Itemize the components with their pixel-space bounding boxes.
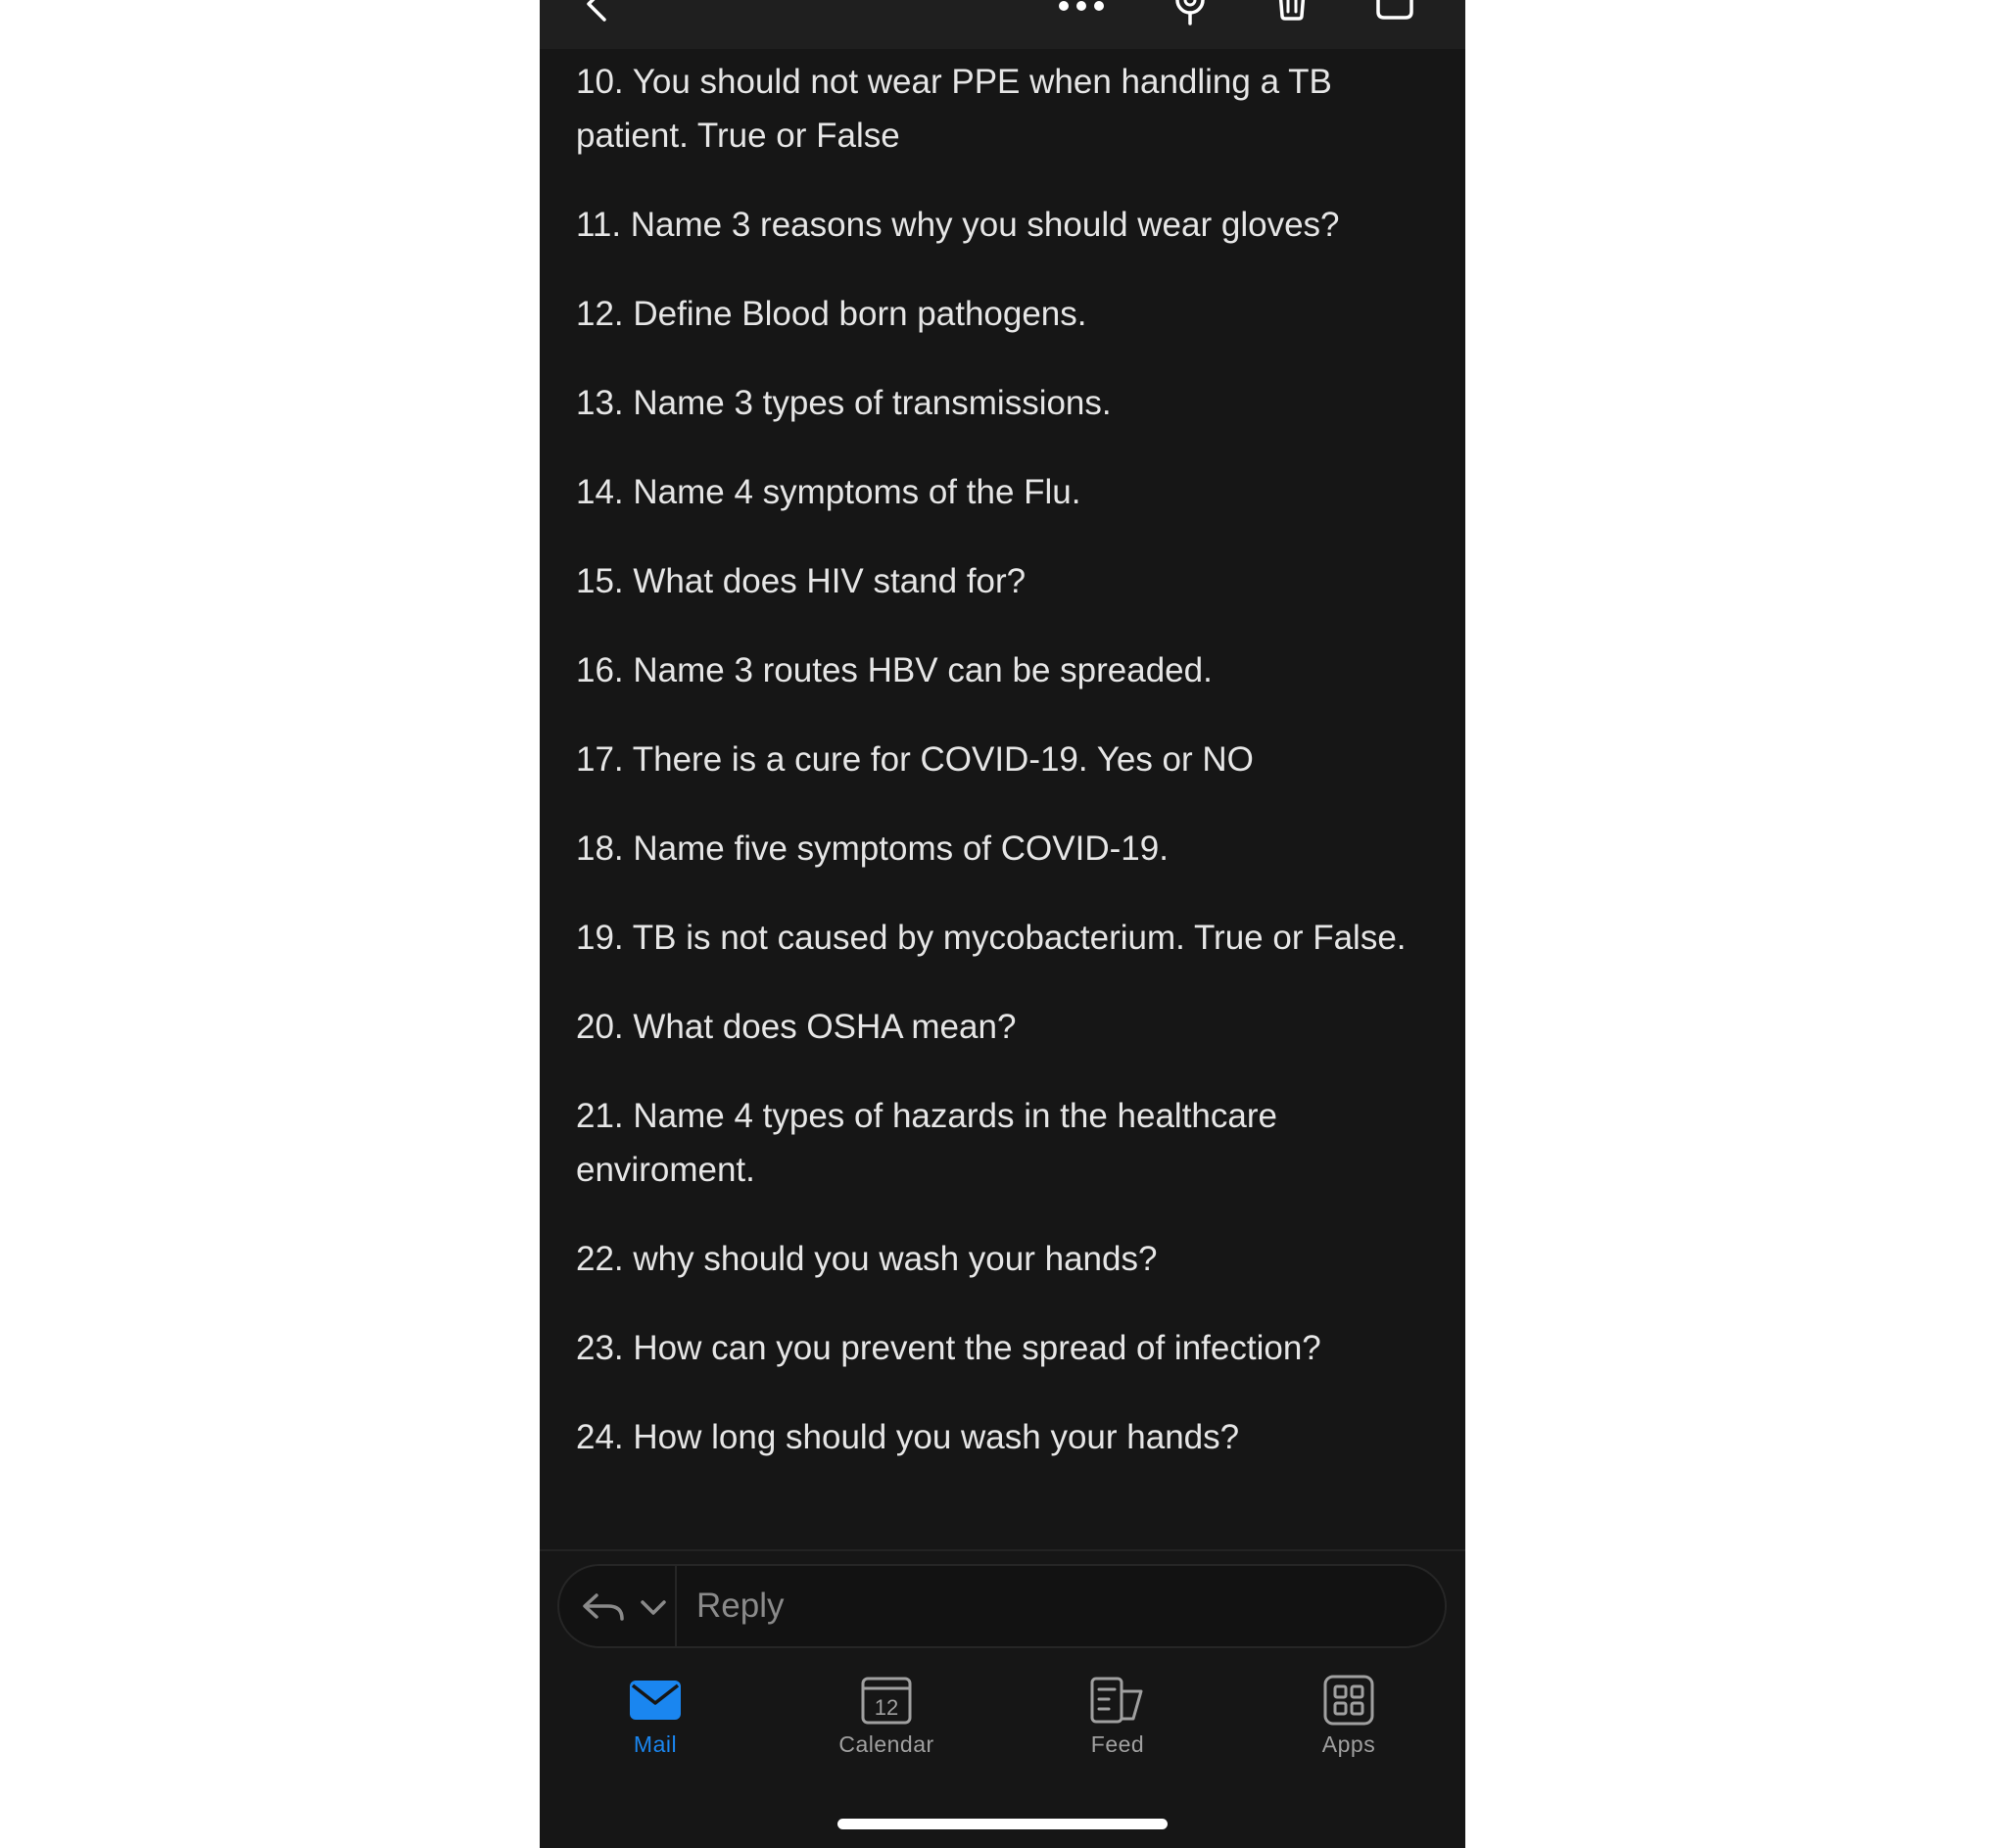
email-body — [576, 55, 1438, 1499]
home-indicator[interactable] — [837, 1819, 1168, 1829]
more-icon[interactable] — [1054, 0, 1109, 16]
tab-label: Mail — [633, 1731, 678, 1757]
email-line: 12. Define Blood born pathogens. — [576, 295, 1087, 333]
pin-icon[interactable] — [1169, 0, 1212, 25]
tab-calendar[interactable] — [771, 1665, 1002, 1782]
email-line: 20. What does OSHA mean? — [576, 1008, 1017, 1046]
email-line: 22. why should you wash your hands? — [576, 1240, 1158, 1278]
calendar-icon — [860, 1676, 913, 1725]
email-line: 24. How long should you wash your hands? — [576, 1418, 1240, 1456]
tab-apps[interactable] — [1233, 1665, 1464, 1782]
reply-bar — [557, 1564, 1447, 1648]
email-line: 17. There is a cure for COVID-19. Yes or NO — [576, 740, 1254, 779]
tab-label: Calendar — [838, 1731, 934, 1757]
mail-icon — [629, 1679, 682, 1722]
divider — [540, 1549, 1465, 1551]
reply-separator — [675, 1566, 677, 1646]
tab-label: Feed — [1090, 1731, 1145, 1757]
email-line: 21. Name 4 types of hazards in the healthcare enviroment. — [576, 1097, 1277, 1189]
archive-icon[interactable] — [1374, 0, 1415, 22]
mail-app-screen — [540, 0, 1465, 1848]
reply-action-button[interactable] — [559, 1566, 675, 1646]
tab-label: Apps — [1321, 1731, 1376, 1757]
tab-feed[interactable] — [1002, 1665, 1233, 1782]
back-chevron-icon[interactable] — [579, 0, 614, 22]
email-line: 13. Name 3 types of transmissions. — [576, 384, 1112, 422]
trash-icon[interactable] — [1272, 0, 1312, 22]
reply-arrow-icon — [581, 1589, 626, 1625]
calendar-day-number: 12 — [874, 1695, 899, 1720]
email-line: 15. What does HIV stand for? — [576, 562, 1027, 600]
email-line: 11. Name 3 reasons why you should wear gloves? — [576, 206, 1340, 244]
feed-icon — [1089, 1676, 1146, 1725]
apps-grid-icon — [1323, 1675, 1374, 1726]
email-line: 14. Name 4 symptoms of the Flu. — [576, 473, 1081, 511]
email-line: 16. Name 3 routes HBV can be spreaded. — [576, 651, 1213, 689]
top-toolbar — [540, 0, 1465, 49]
tab-bar — [540, 1665, 1465, 1782]
email-line: 19. TB is not caused by mycobacterium. True or False. — [576, 919, 1407, 957]
email-line: 23. How can you prevent the spread of infection? — [576, 1329, 1321, 1367]
email-line: 18. Name five symptoms of COVID-19. — [576, 829, 1169, 868]
email-line: 10. You should not wear PPE when handling a TB patient. True or False — [576, 63, 1332, 155]
tab-mail[interactable] — [540, 1665, 771, 1782]
chevron-down-icon — [640, 1599, 667, 1617]
reply-input[interactable] — [687, 1570, 1431, 1642]
